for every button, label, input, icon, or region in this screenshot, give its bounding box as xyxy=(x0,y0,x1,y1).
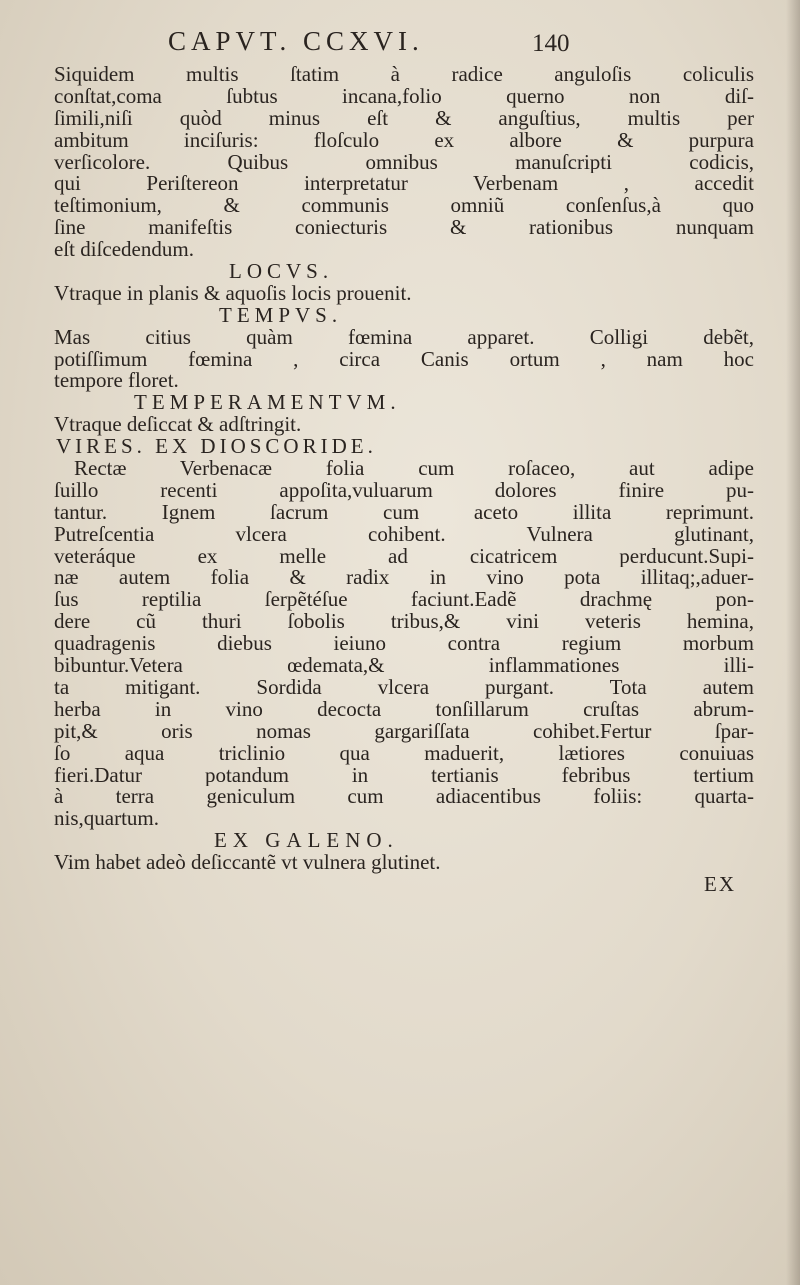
text-line: ſimili,niſi quòd minus eſt & anguſtius, multis per xyxy=(54,107,754,130)
text-line: næ autem folia & radix in vino pota illitaq;,aduer- xyxy=(54,567,754,590)
page-number: 140 xyxy=(532,30,570,57)
text-line: ta mitigant. Sordida vlcera purgant. Tota autem xyxy=(54,676,754,699)
page-header xyxy=(150,22,610,62)
text-line: qui Periſtereon interpretatur Verbenam , accedit xyxy=(54,173,754,196)
text-line: Vtraque deſiccat & adſtringit. xyxy=(54,414,302,437)
text-line: fieri.Datur potandum in tertianis febribus tertium xyxy=(54,764,754,787)
text-line: à terra geniculum cum adiacentibus foliis: quarta- xyxy=(54,786,754,809)
text-line: bibuntur.Vetera œdemata,& inflammationes illi- xyxy=(54,655,754,677)
text-line: ſo aqua triclinio qua maduerit, lætiores conuiuas xyxy=(54,742,754,765)
chapter-title: CAPVT. CCXVI. xyxy=(168,26,424,56)
text-line: conſtat,coma ſubtus incana,folio querno non diſ- xyxy=(54,85,754,108)
text-line: Vtraque in planis & aquoſis locis prouenit. xyxy=(54,282,412,305)
text-line: veteráque ex melle ad cicatricem perducunt.Supi- xyxy=(54,545,754,568)
text-line: eſt diſcedendum. xyxy=(54,239,194,262)
text-line: herba in vino decocta tonſillarum cruſtas abrum- xyxy=(54,698,754,721)
text-line: pit,& oris nomas gargariſſata cohibet.Fertur ſpar- xyxy=(54,720,754,743)
text-line: potiſſimum fœmina , circa Canis ortum , nam hoc xyxy=(54,348,754,371)
text-line: Siquidem multis ſtatim à radice anguloſis coliculis xyxy=(54,64,754,86)
section-heading-temperamentum: TEMPERAMENTVM. xyxy=(134,392,401,415)
text-line: tempore floret. xyxy=(54,370,179,393)
text-line: Putreſcentia vlcera cohibent. Vulnera glutinant, xyxy=(54,523,754,546)
section-heading-vires: VIRES. EX DIOSCORIDE. xyxy=(56,436,377,459)
text-line: ſus reptilia ſerpẽtéſue faciunt.Eadẽ drachmę pon- xyxy=(54,589,754,612)
text-line: ambitum inciſuris: floſculo ex albore & purpura xyxy=(54,129,754,152)
text-line: teſtimonium, & communis omniũ conſenſus,à quo xyxy=(54,195,754,218)
catchword: EX xyxy=(704,873,736,896)
section-heading-locus: LOCVS. xyxy=(229,261,334,283)
section-heading-galeno: EX GALENO. xyxy=(214,830,399,853)
text-line: quadragenis diebus ieiuno contra regium morbum xyxy=(54,633,754,656)
text-line: Mas citius quàm fœmina apparet. Colligi debẽt, xyxy=(54,326,754,349)
text-line: tantur. Ignem ſacrum cum aceto illita reprimunt. xyxy=(54,501,754,524)
text-line: verſicolore. Quibus omnibus manuſcripti codicis, xyxy=(54,151,754,174)
text-line: Rectæ Verbenacæ folia cum roſaceo, aut adipe xyxy=(74,458,754,480)
text-line: dere cũ thuri ſobolis tribus,& vini veteris hemina, xyxy=(54,611,754,634)
text-line: nis,quartum. xyxy=(54,808,159,831)
body-text xyxy=(54,64,754,896)
text-line: ſine manifeſtis coniecturis & rationibus nunquam xyxy=(54,217,754,240)
text-line: ſuillo recenti appoſita,vuluarum dolores finire pu- xyxy=(54,479,754,502)
text-line: Vim habet adeò deſiccantẽ vt vulnera glutinet. xyxy=(54,852,441,874)
section-heading-tempus: TEMPVS. xyxy=(219,304,343,327)
